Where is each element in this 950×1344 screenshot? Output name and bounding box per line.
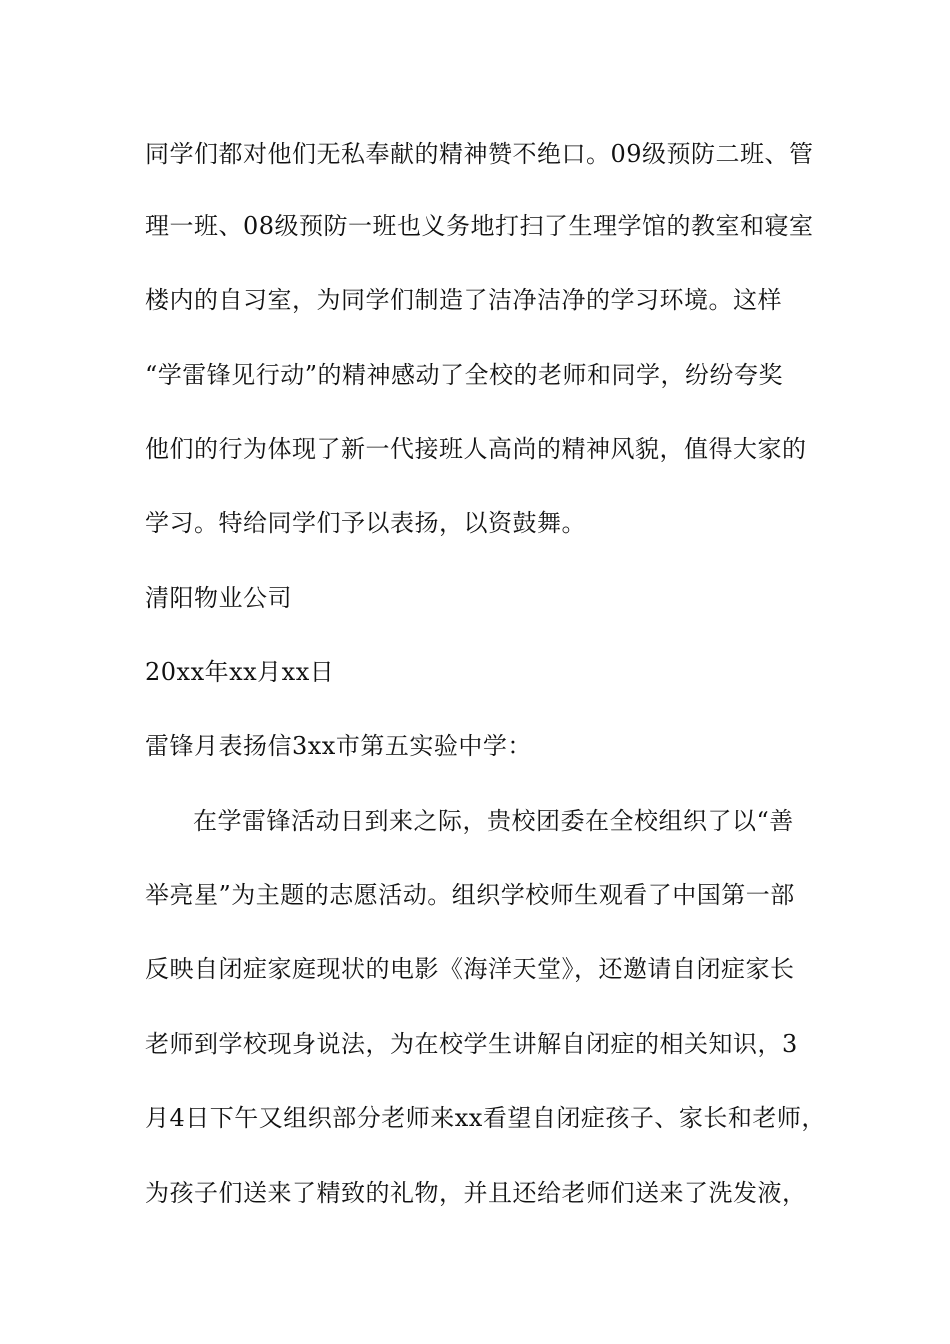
text-line-4: “学雷锋见行动”的精神感动了全校的老师和同学，纷纷夸奖 xyxy=(145,361,784,389)
text-line-13: 老师到学校现身说法，为在校学生讲解自闭症的相关知识，3 xyxy=(145,1030,798,1058)
text-line-1: 同学们都对他们无私奉献的精神赞不绝口。09级预防二班、管 xyxy=(145,140,814,168)
text-line-12: 反映自闭症家庭现状的电影《海洋天堂》，还邀请自闭症家长 xyxy=(145,955,795,983)
signature-company: 清阳物业公司 xyxy=(145,584,292,612)
text-line-6: 学习。特给同学们予以表扬，以资鼓舞。 xyxy=(145,509,586,537)
text-line-11: 举亮星”为主题的志愿活动。组织学校师生观看了中国第一部 xyxy=(145,881,795,909)
text-line-5: 他们的行为体现了新一代接班人高尚的精神风貌，值得大家的 xyxy=(145,435,807,463)
section-heading: 雷锋月表扬信3xx市第五实验中学： xyxy=(145,732,532,760)
text-line-2: 理一班、08级预防一班也义务地打扫了生理学馆的教室和寝室 xyxy=(145,212,814,240)
text-line-15: 为孩子们送来了精致的礼物，并且还给老师们送来了洗发液， xyxy=(145,1179,807,1207)
text-line-3: 楼内的自习室，为同学们制造了洁净洁净的学习环境。这样 xyxy=(145,286,782,314)
signature-date: 20xx年xx月xx日 xyxy=(145,658,335,686)
text-line-14: 月4日下午又组织部分老师来xx看望自闭症孩子、家长和老师， xyxy=(145,1104,826,1132)
text-line-10: 在学雷锋活动日到来之际，贵校团委在全校组织了以“善 xyxy=(193,807,794,835)
